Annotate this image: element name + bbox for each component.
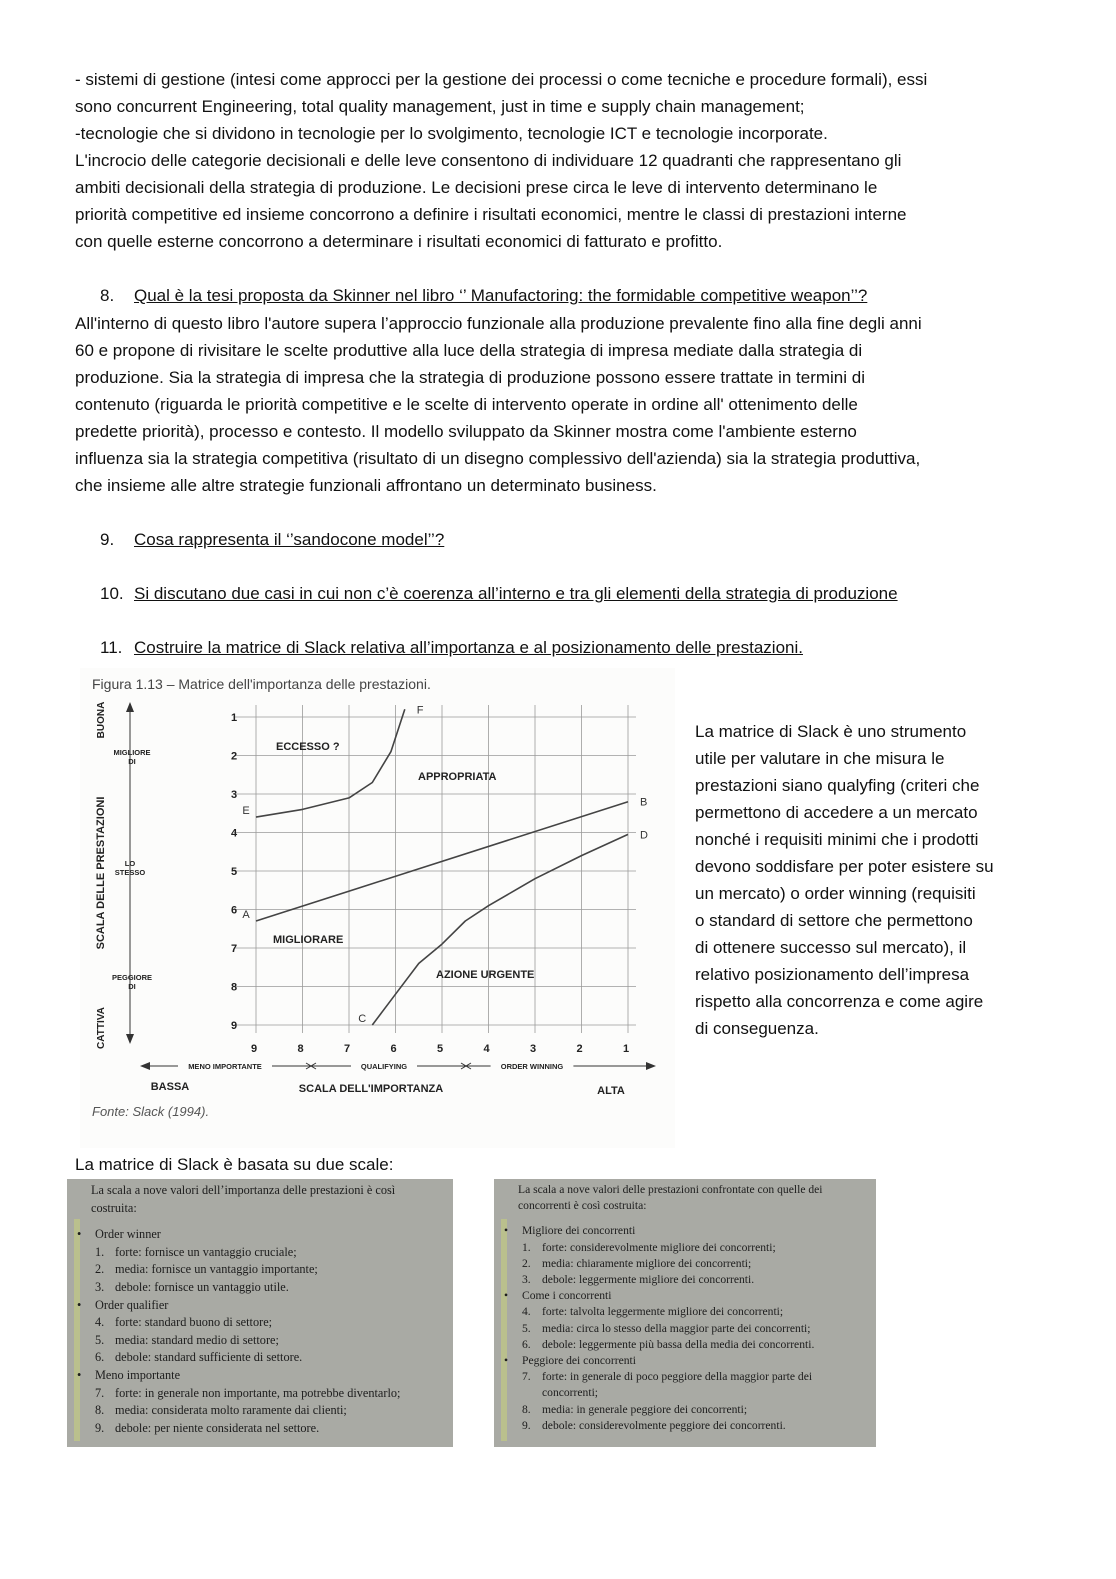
scale-item: 6. debole: standard sufficiente di settore. <box>95 1350 303 1365</box>
scale-group: • Come i concorrenti <box>494 1288 876 1304</box>
zone-label: APPROPRIATA <box>418 771 497 783</box>
question-10-heading <box>100 582 898 606</box>
series-end-label: B <box>640 796 648 809</box>
x-end-label-right: ALTA <box>597 1085 625 1097</box>
text-line: L'incrocio delle categorie decisionali e delle leve consentono di individuare 12 quadranti che rappresentano gli <box>75 151 902 170</box>
question-number: 10. <box>100 584 124 603</box>
scale-group: • Peggiore dei concorrenti <box>494 1353 876 1369</box>
x-band-label: QUALIFYING <box>360 1062 408 1071</box>
scale-item: 9. debole: considerevolmente peggiore dei concorrenti. <box>522 1418 786 1432</box>
scale-item: 3. debole: fornisce un vantaggio utile. <box>95 1279 289 1294</box>
scale-item: 5. media: circa lo stesso della maggior parte dei concorrenti; <box>522 1321 811 1335</box>
x-tick-label: 5 <box>436 1043 444 1055</box>
slack-matrix-description <box>695 718 1030 1042</box>
text-line: utile per valutare in che misura le <box>695 749 945 768</box>
text-line: nonché i requisiti minimi che i prodotti <box>695 830 979 849</box>
scale-item: 7. forte: in generale di poco peggiore della maggior parte dei <box>522 1370 813 1384</box>
text-line: ambiti decisionali della strategia di produzione. Le decisioni prese circa le leve di intervento determinano le <box>75 178 878 197</box>
question-text: Qual è la tesi proposta da Skinner nel libro ‘’ Manufactoring: the formidable competitive weapon’’? <box>134 286 868 305</box>
intro-paragraph <box>75 66 1035 255</box>
y-side-label: PEGGIORE <box>111 973 153 982</box>
y-tick-label: 7 <box>230 943 238 955</box>
figure-background <box>80 668 675 1148</box>
scale-item: 4. forte: talvolta leggermente migliore dei concorrenti; <box>522 1305 784 1319</box>
question-8-heading <box>100 284 867 308</box>
text-line: predette priorità), processo e contesto. Il modello sviluppato da Skinner mostra come l'ambiente esterno <box>75 422 857 441</box>
question-number: 11. <box>100 638 123 657</box>
y-tick-label: 6 <box>230 904 238 917</box>
scale-group: • Migliore dei concorrenti <box>494 1223 876 1239</box>
y-side-label: LO <box>124 859 136 868</box>
scale-item-continuation: concorrenti; <box>542 1386 599 1400</box>
question-text: Costruire la matrice di Slack relativa all’importanza e al posizionamento delle prestazioni. <box>134 638 803 657</box>
text-line: priorità competitive ed insieme concorrono a definire i risultati economici, mentre le classi di prestazioni interne <box>75 205 907 224</box>
zone-label: ECCESSO ? <box>276 741 340 753</box>
text-line: prestazioni siano qualyfing (criteri che <box>695 776 980 795</box>
text-line: permettono di accedere a un mercato <box>695 803 978 822</box>
x-tick-label: 7 <box>343 1043 351 1055</box>
y-tick-label: 2 <box>230 750 238 763</box>
performance-scale-scan <box>494 1179 876 1447</box>
scan-title: La scala a nove valori delle prestazioni confrontate con quelle dei concorrenti è così costruita: <box>518 1183 823 1213</box>
x-tick-label: 2 <box>576 1043 583 1055</box>
text-line: 60 e propone di rivisitare le scelte produttive alla luce della strategia di impresa mediate dalla strategia di <box>75 341 863 360</box>
question-number: 8. <box>100 286 115 305</box>
importance-scale-scan <box>67 1179 453 1447</box>
question-11-heading <box>100 636 803 660</box>
x-band-label: MENO IMPORTANTE <box>188 1062 262 1071</box>
y-tick-label: 3 <box>230 789 238 801</box>
series-start-label: A <box>242 909 250 922</box>
highlight-stripe <box>74 1219 80 1441</box>
text-line: che insieme alle altre strategie funzionali affrontano un determinato business. <box>75 476 657 495</box>
scale-item: 6. debole: leggermente più bassa della media dei concorrenti. <box>522 1337 815 1351</box>
y-tick-label: 8 <box>230 981 238 994</box>
text-line: - sistemi di gestione (intesi come approcci per la gestione dei processi o come tecniche e procedure formali), essi <box>75 70 928 89</box>
x-tick-label: 4 <box>483 1043 490 1055</box>
y-axis-title: SCALA DELLE PRESTAZIONI <box>95 796 107 950</box>
scale-item: 5. media: standard medio di settore; <box>95 1332 279 1347</box>
scale-item: 7. forte: in generale non importante, ma potrebbe diventarlo; <box>95 1385 401 1400</box>
text-line: di ottenere successo sul mercato), il <box>695 938 967 957</box>
x-band-label: ORDER WINNING <box>500 1062 564 1071</box>
y-tick-label: 5 <box>230 866 238 878</box>
scale-item: 8. media: in generale peggiore dei concorrenti; <box>522 1402 748 1416</box>
question-9-heading <box>100 528 444 552</box>
text-line: influenza sia la strategia competitiva (risultato di un disegno complessivo dell'azienda) sia la strategia produttiva, <box>75 449 921 468</box>
series-end-label: F <box>416 704 424 717</box>
y-end-label-bottom: CATTIVA <box>96 1007 107 1049</box>
text-line: -tecnologie che si dividono in tecnologie per lo svolgimento, tecnologie ICT e tecnologie incorporate. <box>75 124 828 143</box>
text-line: produzione. Sia la strategia di impresa che la strategia di produzione possono essere trattate in termini di <box>75 368 865 387</box>
question-number: 9. <box>100 530 115 549</box>
x-tick-label: 8 <box>297 1043 304 1055</box>
text-line: con quelle esterne concorrono a determinare i risultati economici di fatturato e profitto. <box>75 232 723 251</box>
scale-item: 8. media: considerata molto raramente dai clienti; <box>95 1403 347 1418</box>
highlight-stripe <box>501 1219 507 1441</box>
text-line: di conseguenza. <box>695 1019 819 1038</box>
text-line: contenuto (riguarda le priorità competitive e le scelte di intervento operate in ordine all' ottenimento delle <box>75 395 858 414</box>
x-tick-label: 9 <box>250 1043 258 1055</box>
text-line: La matrice di Slack è uno strumento <box>695 722 967 741</box>
x-tick-label: 1 <box>622 1043 630 1055</box>
question-text: Si discutano due casi in cui non c’è coerenza all’interno e tra gli elementi della strategia di produzione <box>134 584 898 603</box>
slack-matrix-chart <box>80 668 675 1148</box>
question-8-answer <box>75 310 1035 499</box>
slack-matrix-figure <box>80 668 675 1148</box>
text-line: sono concurrent Engineering, total quality management, just in time e supply chain management; <box>75 97 805 116</box>
text-line: relativo posizionamento dell’impresa <box>695 965 970 984</box>
scale-item: 2. media: chiaramente migliore dei concorrenti; <box>522 1256 752 1270</box>
x-tick-label: 6 <box>390 1043 397 1055</box>
scale-group: • Order winner <box>67 1226 453 1244</box>
x-tick-label: 3 <box>529 1043 537 1055</box>
text-line: un mercato) o order winning (requisiti <box>695 884 976 903</box>
y-side-label: DI <box>128 757 136 766</box>
scale-item: 3. debole: leggermente migliore dei concorrenti. <box>522 1273 755 1287</box>
y-side-label: MIGLIORE <box>113 748 151 757</box>
scale-item: 1. forte: fornisce un vantaggio cruciale; <box>95 1244 297 1259</box>
series-start-label: C <box>358 1013 367 1025</box>
question-text: Cosa rappresenta il ‘’sandocone model’’? <box>134 530 445 549</box>
x-axis-title: SCALA DELL'IMPORTANZA <box>298 1083 444 1095</box>
y-tick-label: 9 <box>230 1020 238 1032</box>
text-line: rispetto alla concorrenza e come agire <box>695 992 984 1011</box>
y-side-label: DI <box>128 982 136 991</box>
scale-item: 9. debole: per niente considerata nel settore. <box>95 1420 320 1435</box>
y-tick-label: 1 <box>230 712 238 724</box>
text-line: All'interno di questo libro l'autore supera l’approccio funzionale alla produzione prevalente fino alla fine degli anni <box>75 314 922 333</box>
zone-label: AZIONE URGENTE <box>436 969 535 981</box>
text-line: devono soddisfare per poter esistere su <box>695 857 994 876</box>
scale-group: • Meno importante <box>67 1367 453 1385</box>
figure-source: Fonte: Slack (1994). <box>92 1104 210 1119</box>
scan-title: La scala a nove valori dell’importanza delle prestazioni è così costruita: <box>91 1183 396 1215</box>
y-end-label-top: BUONA <box>96 701 107 739</box>
text-line: o standard di settore che permettono <box>695 911 973 930</box>
scale-item: 1. forte: considerevolmente migliore dei concorrenti; <box>522 1240 776 1254</box>
zone-label: MIGLIORARE <box>273 934 344 946</box>
y-tick-label: 4 <box>230 827 238 840</box>
scale-item: 2. media: fornisce un vantaggio importante; <box>95 1262 318 1277</box>
series-start-label: E <box>242 805 250 818</box>
figure-caption: Figura 1.13 – Matrice dell'importanza delle prestazioni. <box>92 676 431 692</box>
scale-item: 4. forte: standard buono di settore; <box>95 1315 273 1330</box>
scale-group: • Order qualifier <box>67 1297 453 1315</box>
scales-intro: La matrice di Slack è basata su due scale: <box>75 1155 394 1174</box>
x-end-label-left: BASSA <box>150 1081 190 1093</box>
series-end-label: D <box>640 829 648 842</box>
y-side-label: STESSO <box>114 868 146 877</box>
